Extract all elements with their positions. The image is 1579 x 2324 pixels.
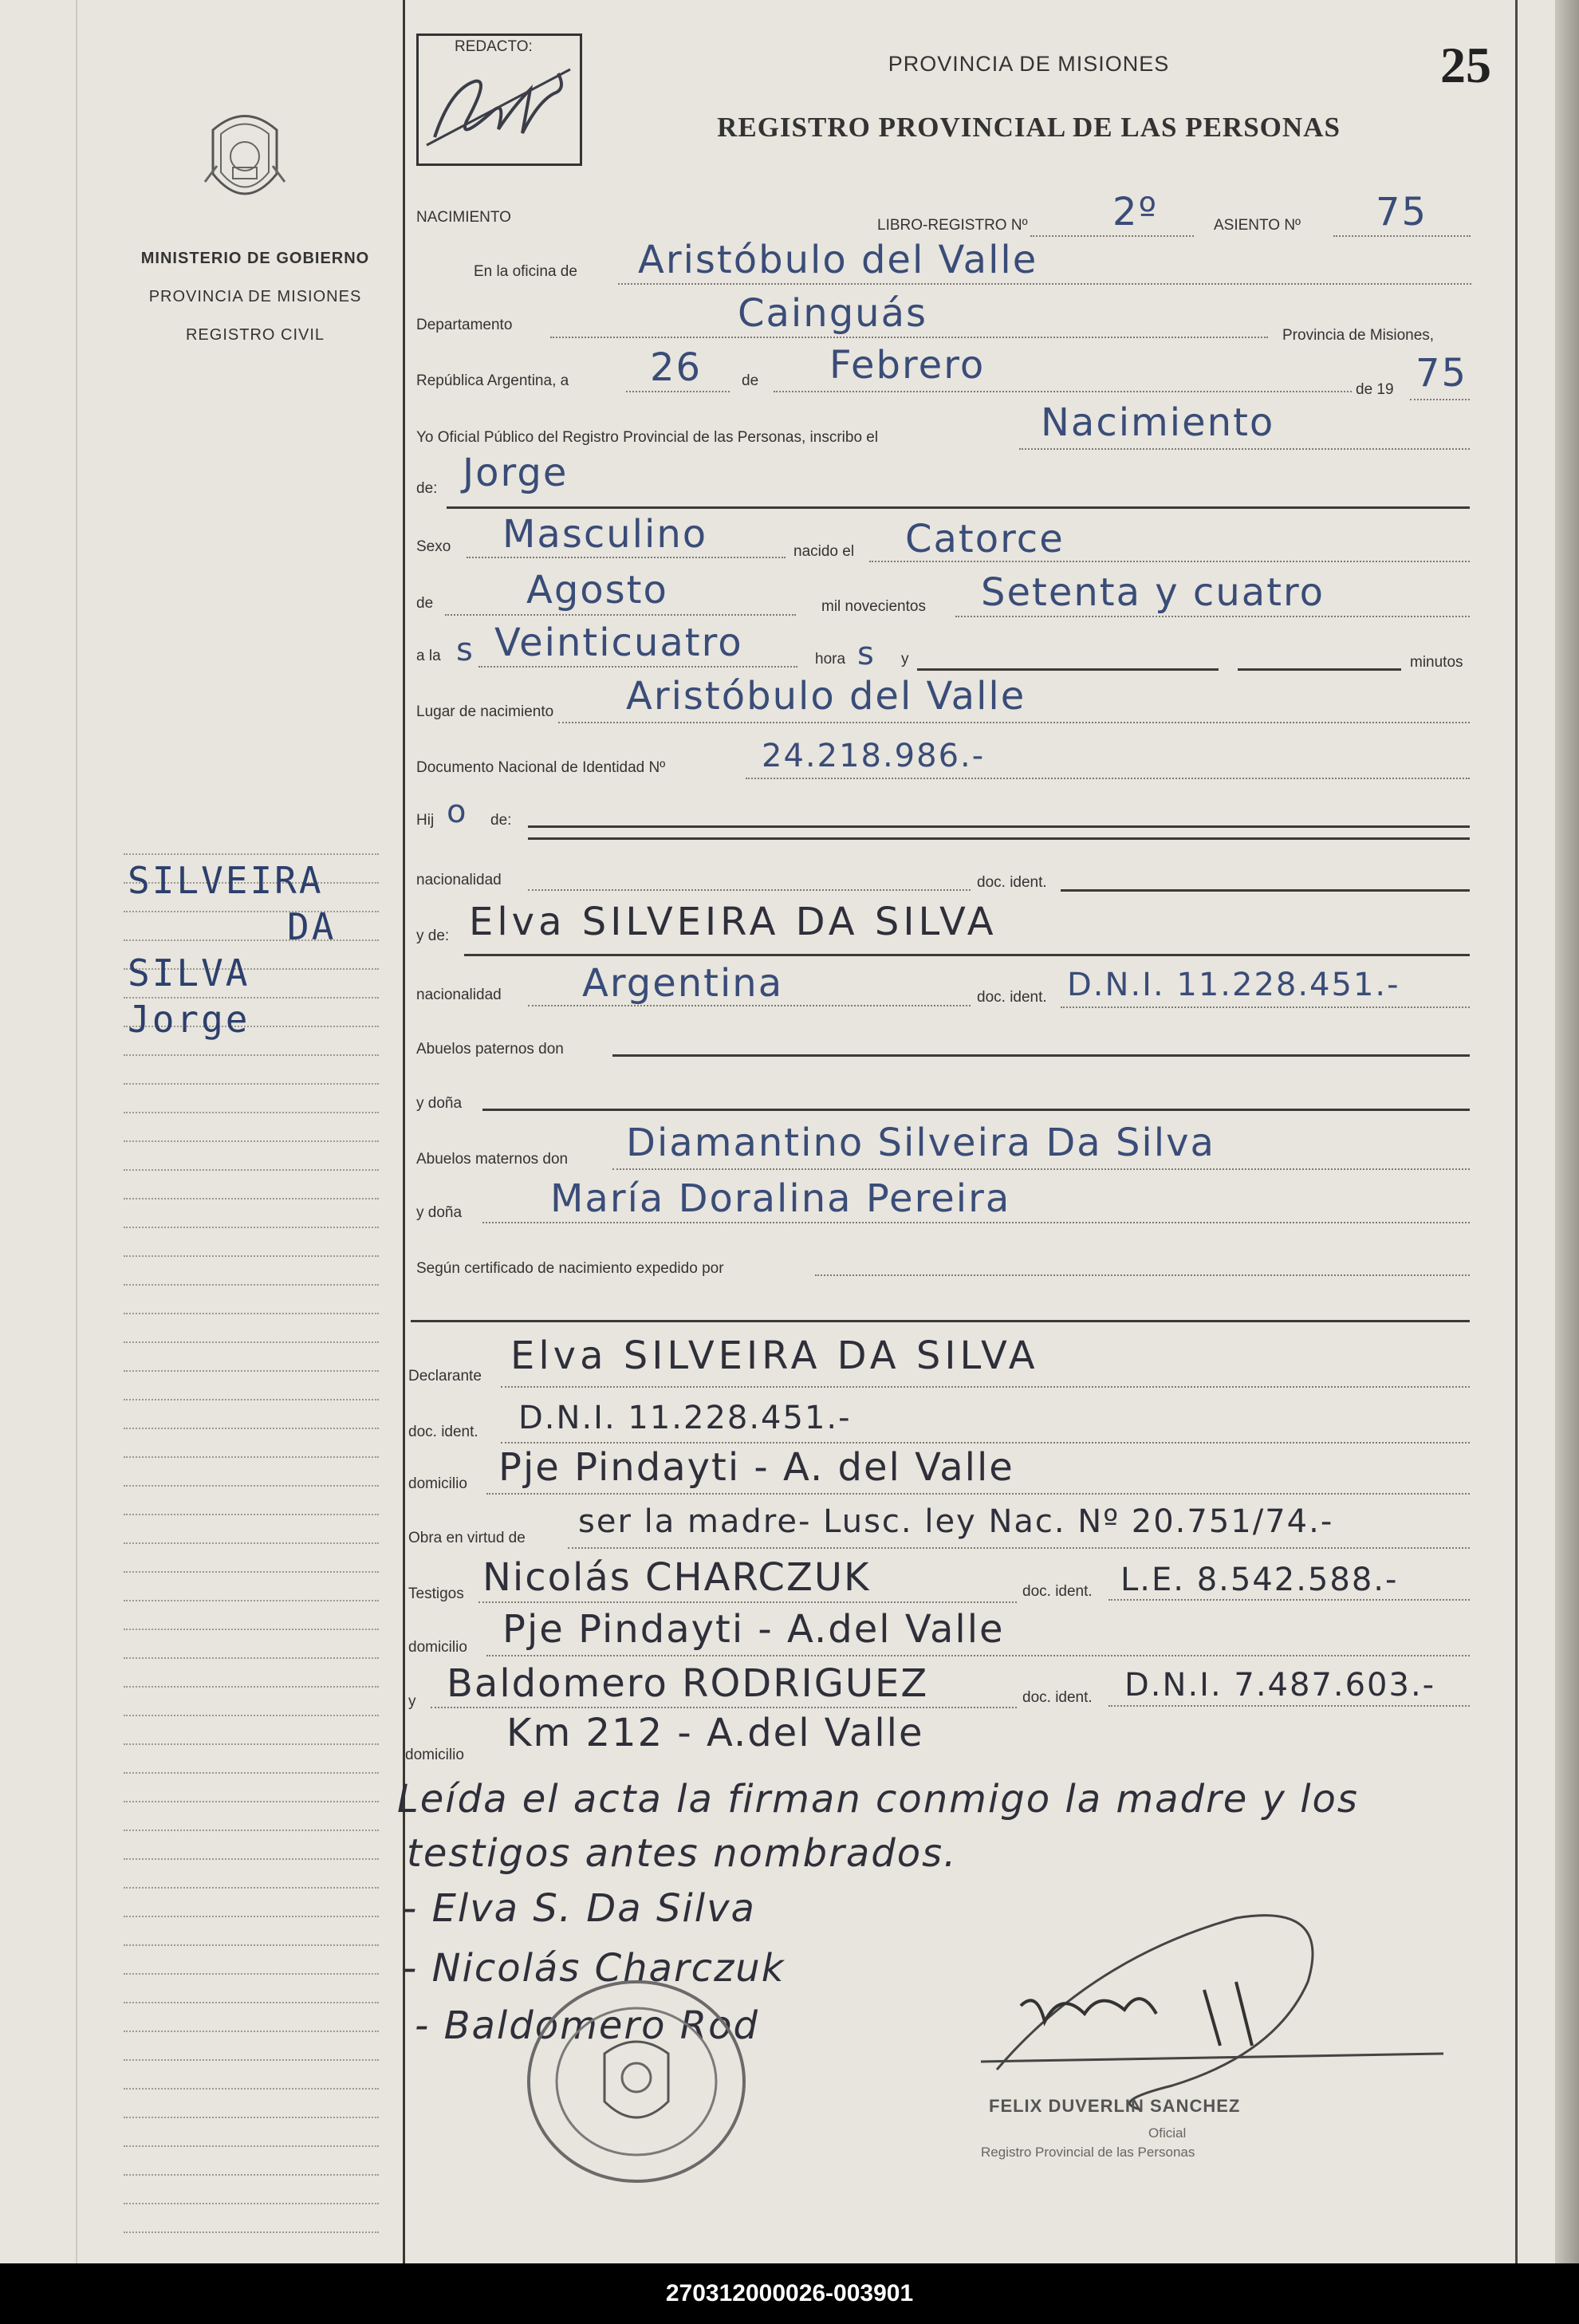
value-cierre-linea1: Leída el acta la firman conmigo la madre y los (397, 1777, 1359, 1822)
value-nacido-mes: Agosto (526, 568, 668, 613)
value-horas-suffix: s (857, 636, 876, 672)
value-nacionalidad-madre: Argentina (582, 961, 784, 1006)
line-abuelo-materno (612, 1168, 1470, 1170)
label-doc-testigo1: doc. ident. (1022, 1583, 1093, 1600)
value-doc-testigo1: L.E. 8.542.588.- (1120, 1562, 1399, 1598)
line-domicilio-declarante (486, 1493, 1470, 1495)
value-acto: Nacimiento (1041, 400, 1275, 445)
label-minutos: minutos (1410, 654, 1463, 671)
stub-registry: REGISTRO CIVIL (185, 326, 325, 344)
stub-ruled-line (124, 2231, 379, 2233)
label-doc-declarante: doc. ident. (408, 1424, 478, 1440)
value-mes: Febrero (829, 343, 986, 388)
line-minutos-a (917, 668, 1219, 671)
signature-madre: - Elva S. Da Silva (403, 1886, 756, 1931)
label-yo-oficial: Yo Oficial Público del Registro Provincial de las Personas, inscribo el (416, 429, 879, 446)
header-province: PROVINCIA DE MISIONES (888, 52, 1170, 76)
line-sexo (467, 557, 786, 558)
value-doc-madre: D.N.I. 11.228.451.- (1067, 967, 1400, 1003)
label-de-19: de 19 (1356, 381, 1394, 398)
official-seal-stamp (517, 1974, 756, 2189)
stub-ruled-line (124, 2059, 379, 2061)
line-testigo2 (431, 1707, 1017, 1708)
official-title-office (981, 2125, 1195, 2161)
value-doc-declarante: D.N.I. 11.228.451.- (518, 1400, 852, 1436)
line-dni (746, 778, 1470, 779)
line-lugar (558, 722, 1470, 723)
line-obra (568, 1547, 1470, 1549)
label-de-nombre: de: (416, 480, 438, 497)
stub-ruled-line (124, 1916, 379, 1917)
line-nombre (447, 506, 1470, 509)
label-doc-padre: doc. ident. (977, 874, 1047, 891)
value-asiento: 75 (1376, 190, 1428, 234)
stub-ruled-line (124, 1772, 379, 1774)
binding-margin (0, 0, 77, 2263)
value-hijo-suffix: o (447, 794, 468, 830)
stub-ruled-line (124, 1514, 379, 1515)
label-y-testigo2: y (408, 1693, 416, 1710)
value-departamento: Cainguás (738, 291, 927, 336)
value-domicilio-declarante: Pje Pindayti - A. del Valle (498, 1445, 1014, 1490)
value-nacido-dia: Catorce (905, 517, 1065, 561)
stub-ruled-line (124, 1686, 379, 1688)
value-libro: 2º (1112, 190, 1159, 234)
label-de-padre: de: (490, 812, 512, 829)
label-a-la: a la (416, 648, 441, 664)
value-cierre-linea2: testigos antes nombrados. (407, 1831, 958, 1876)
label-domicilio-declarante: domicilio (408, 1475, 467, 1492)
stub-ruled-line (124, 1140, 379, 1142)
stub-ruled-line (124, 1255, 379, 1257)
stub-ruled-line (124, 1313, 379, 1314)
stub-ruled-line (124, 1399, 379, 1400)
label-hora: hora (815, 651, 846, 668)
label-republica: República Argentina, a (416, 372, 569, 389)
line-libro (1030, 235, 1194, 237)
value-doc-testigo2: D.N.I. 7.487.603.- (1124, 1667, 1436, 1704)
label-lugar: Lugar de nacimiento (416, 703, 554, 720)
stub-ruled-line (124, 1227, 379, 1228)
line-departamento (550, 337, 1268, 338)
value-nombre: Jorge (463, 451, 569, 495)
value-declarante: Elva SILVEIRA DA SILVA (510, 1333, 1039, 1378)
label-nacionalidad-padre: nacionalidad (416, 872, 502, 888)
signature-testigo2: - Baldomero Rod (415, 2003, 759, 2048)
value-lugar: Aristóbulo del Valle (626, 674, 1026, 719)
label-libro: LIBRO-REGISTRO Nº (877, 217, 1028, 234)
label-sexo: Sexo (416, 538, 451, 555)
value-abuelo-materno: Diamantino Silveira Da Silva (626, 1121, 1215, 1165)
line-nacido-mes (445, 614, 796, 616)
label-y-de: y de: (416, 928, 450, 944)
stub-ruled-line (124, 1456, 379, 1458)
line-madre (464, 954, 1470, 956)
stub-ruled-line (124, 1054, 379, 1056)
stub-ministry: MINISTERIO DE GOBIERNO (140, 250, 370, 267)
value-domicilio-testigo1: Pje Pindayti - A.del Valle (502, 1607, 1005, 1652)
value-oficina: Aristóbulo del Valle (638, 238, 1038, 282)
footer-id: 270312000026-003901 (665, 2280, 914, 2306)
label-doc-madre: doc. ident. (977, 989, 1047, 1006)
stub-ruled-line (124, 1198, 379, 1199)
value-dia: 26 (650, 345, 703, 390)
label-y-dona-materna: y doña (416, 1204, 463, 1221)
line-abuela-materna (482, 1222, 1470, 1223)
label-de-mes-nac: de (416, 595, 434, 612)
label-dni: Documento Nacional de Identidad Nº (416, 759, 666, 776)
line-minutos-b (1238, 668, 1401, 671)
label-doc-testigo2: doc. ident. (1022, 1689, 1093, 1706)
line-asiento (1333, 235, 1471, 237)
value-testigo1: Nicolás CHARCZUK (482, 1555, 871, 1600)
stub-header (120, 239, 391, 354)
label-departamento: Departamento (416, 317, 513, 333)
value-dni: 24.218.986.- (762, 738, 986, 774)
page-edge (1555, 0, 1579, 2263)
stub-ruled-line (124, 1657, 379, 1659)
stub-margin-name (128, 857, 391, 1042)
stub-ruled-line (124, 1284, 379, 1286)
stub-name-line2: DA (287, 905, 337, 948)
line-doc-testigo2 (1108, 1705, 1470, 1707)
stub-ruled-line (124, 1944, 379, 1946)
line-mes (774, 391, 1352, 392)
line-padre-b (528, 837, 1470, 840)
right-rule (1515, 0, 1518, 2263)
label-y-minutos: y (901, 651, 909, 668)
stub-ruled-line (124, 2031, 379, 2032)
label-nacimiento: NACIMIENTO (416, 209, 511, 226)
line-acto (1019, 448, 1470, 450)
line-certificado-b (411, 1320, 1470, 1322)
label-asiento: ASIENTO Nº (1214, 217, 1301, 234)
label-nacionalidad-madre: nacionalidad (416, 987, 502, 1003)
stub-ruled-line (124, 1801, 379, 1802)
stub-ruled-line (124, 1112, 379, 1113)
label-y-dona-paterna: y doña (416, 1095, 463, 1112)
value-sexo: Masculino (502, 512, 708, 557)
label-de-mes: de (742, 372, 759, 389)
official-title: Oficial (1148, 2125, 1187, 2141)
line-doc-testigo1 (1108, 1599, 1470, 1601)
header-registry: REGISTRO PROVINCIAL DE LAS PERSONAS (717, 112, 1341, 143)
stub-ruled-line (124, 2002, 379, 2003)
line-domicilio-testigo1 (486, 1655, 1470, 1656)
stub-ruled-line (124, 1428, 379, 1429)
line-doc-declarante (501, 1442, 1470, 1444)
stub-ruled-line (124, 1169, 379, 1171)
line-oficina (618, 283, 1471, 285)
stub-ruled-line (124, 2145, 379, 2147)
coat-of-arms-emblem (201, 102, 289, 214)
stub-name-line1: SILVEIRA (128, 859, 324, 902)
line-abuela-paterna (482, 1109, 1470, 1111)
line-doc-padre (1061, 889, 1470, 892)
stub-ruled-line (124, 1743, 379, 1745)
line-hora (478, 666, 797, 668)
value-nacido-anio: Setenta y cuatro (981, 570, 1325, 615)
signature-testigo1: - Nicolás Charczuk (403, 1946, 786, 1991)
stub-ruled-line (124, 1858, 379, 1860)
line-testigo1 (478, 1601, 1017, 1603)
stub-ruled-line (124, 2117, 379, 2118)
line-certificado-a (815, 1274, 1470, 1276)
line-doc-madre (1061, 1006, 1470, 1008)
value-madre: Elva SILVEIRA DA SILVA (469, 900, 998, 944)
label-segun-certificado: Según certificado de nacimiento expedido por (416, 1260, 724, 1277)
stub-ruled-line (124, 1370, 379, 1372)
stub-ruled-line (124, 2174, 379, 2176)
stub-ruled-line (124, 1715, 379, 1716)
label-nacido-el: nacido el (793, 543, 855, 560)
page-number: 25 (1440, 37, 1491, 93)
stub-name-line3: SILVA Jorge (128, 951, 250, 1041)
label-hij: Hij (416, 812, 435, 829)
line-dia (626, 391, 730, 392)
stub-ruled-line (124, 1973, 379, 1975)
line-nacionalidad-padre (528, 889, 971, 891)
line-declarante (501, 1386, 1470, 1388)
stub-ruled-line (124, 853, 379, 855)
value-domicilio-testigo2: Km 212 - A.del Valle (506, 1711, 924, 1755)
stub-ruled-line (124, 2203, 379, 2204)
label-oficina: En la oficina de (474, 263, 577, 280)
redacto-label: REDACTO: (455, 38, 533, 55)
label-domicilio-testigo1: domicilio (408, 1639, 467, 1656)
stub-ruled-line (124, 1083, 379, 1085)
value-obra: ser la madre- Lusc. ley Nac. Nº 20.751/74.- (578, 1503, 1334, 1540)
redacto-signature (419, 57, 578, 161)
stub-ruled-line (124, 1600, 379, 1601)
label-mil-novecientos: mil novecientos (821, 598, 926, 615)
label-obra-en-virtud: Obra en virtud de (408, 1530, 526, 1546)
stub-ruled-line (124, 1542, 379, 1544)
stub-ruled-line (124, 1629, 379, 1630)
stub-ruled-line (124, 1887, 379, 1889)
official-name: FELIX DUVERLIN SANCHEZ (989, 2096, 1241, 2116)
stub-ruled-line (124, 2088, 379, 2090)
label-provincia-misiones: Provincia de Misiones, (1282, 327, 1435, 344)
label-declarante: Declarante (408, 1368, 482, 1385)
stub-ruled-line (124, 1571, 379, 1573)
stub-province: PROVINCIA DE MISIONES (148, 288, 362, 305)
official-office: Registro Provincial de las Personas (981, 2145, 1195, 2160)
value-hora: Veinticuatro (494, 620, 743, 665)
line-padre-a (528, 825, 1470, 828)
label-testigos: Testigos (408, 1585, 464, 1602)
line-anio (1410, 399, 1470, 400)
label-abuelos-maternos: Abuelos maternos don (416, 1151, 569, 1168)
value-testigo2: Baldomero RODRIGUEZ (447, 1661, 929, 1706)
value-anio: 75 (1416, 351, 1468, 396)
value-a-las-suffix: s (456, 632, 474, 668)
label-domicilio-testigo2: domicilio (405, 1747, 464, 1763)
stub-ruled-line (124, 1341, 379, 1343)
footer-id-band (0, 2263, 1579, 2324)
line-abuelo-paterno (612, 1054, 1470, 1057)
line-nacido-anio (955, 616, 1470, 617)
value-abuela-materna: María Doralina Pereira (550, 1176, 1011, 1221)
label-abuelos-paternos: Abuelos paternos don (416, 1041, 564, 1058)
stub-ruled-line (124, 1830, 379, 1831)
stub-ruled-line (124, 1485, 379, 1487)
